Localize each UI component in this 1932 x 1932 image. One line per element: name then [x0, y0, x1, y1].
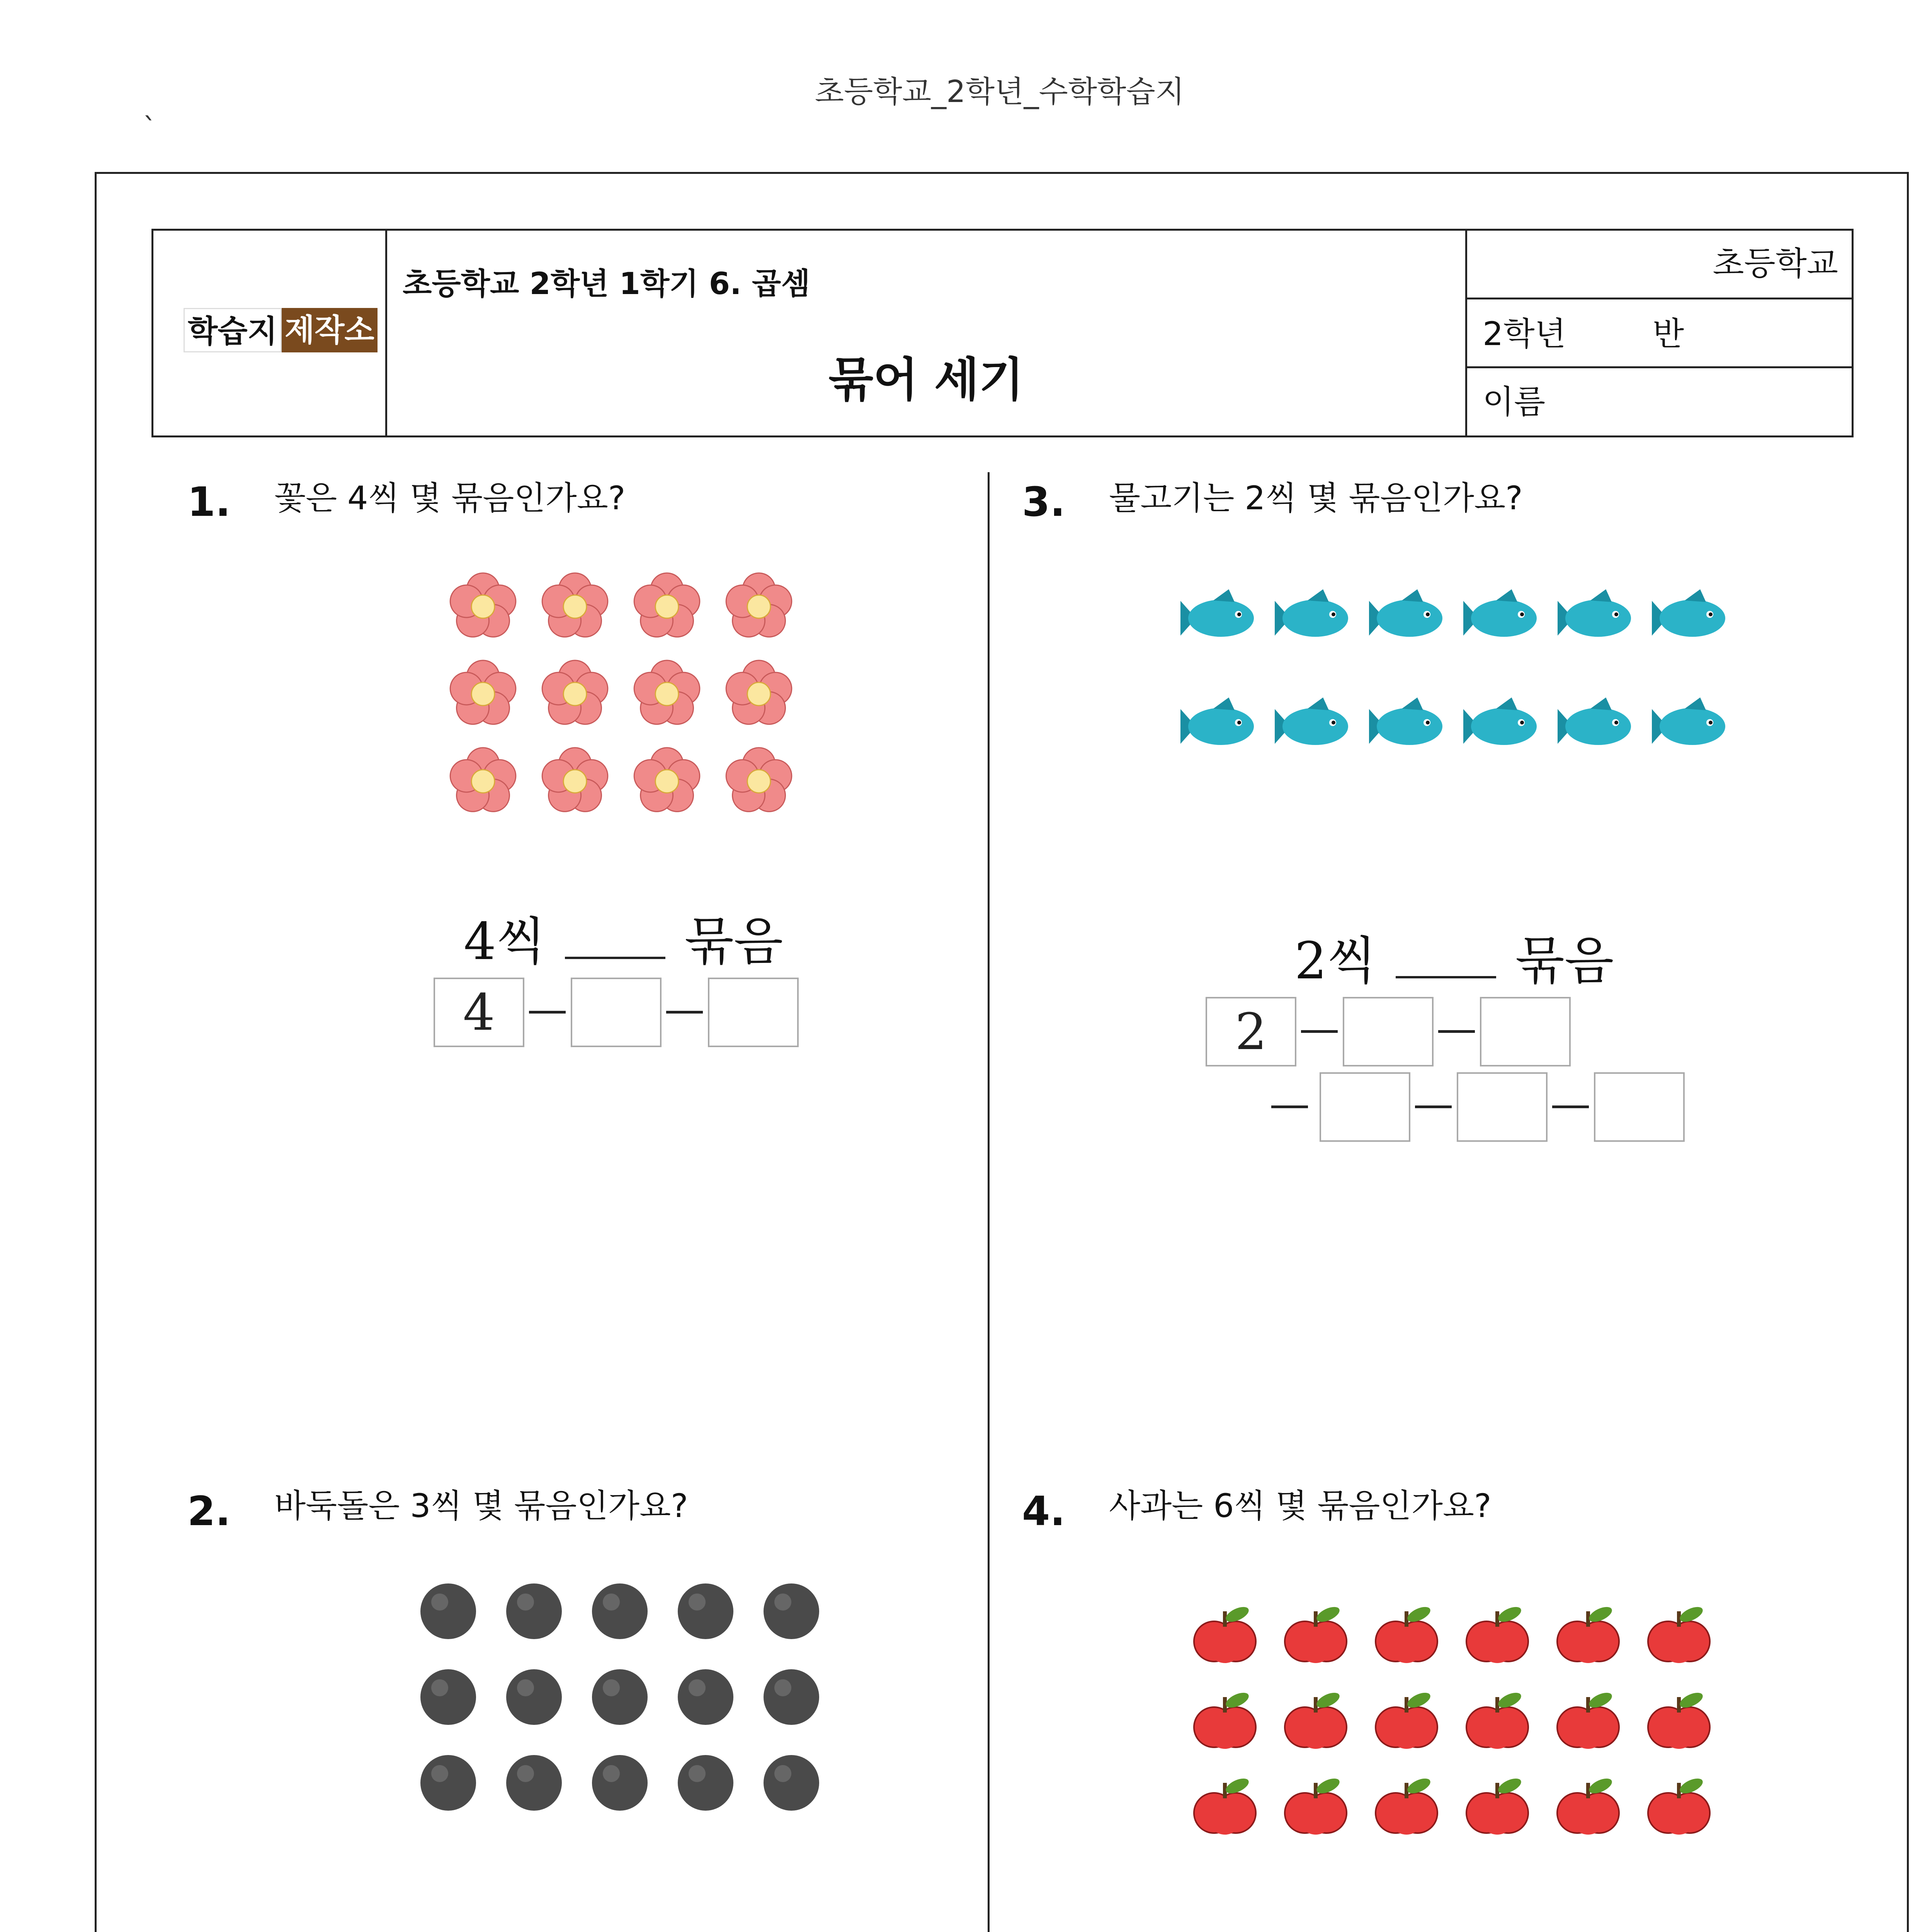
flower-icon	[634, 660, 700, 724]
apple-icon	[1466, 1604, 1528, 1663]
question-4-text: 사과는 6씩 몇 묶음인가요?	[1109, 1487, 1492, 1525]
fish-icon	[1369, 589, 1442, 637]
apple-icon	[1376, 1690, 1437, 1749]
question-3-unit: 묶음	[1515, 931, 1614, 991]
go-stone-icon	[506, 1669, 562, 1725]
apple-icon	[1557, 1604, 1619, 1663]
go-stone-icon	[506, 1583, 562, 1639]
fish-icon	[1558, 589, 1631, 637]
minus-sign	[1438, 1030, 1475, 1033]
question-3-group-label: 2씩	[1294, 931, 1376, 991]
minus-sign	[529, 1011, 566, 1014]
fish-icon	[1652, 589, 1725, 637]
fish-icon	[1180, 589, 1254, 637]
minus-sign	[1271, 1105, 1308, 1108]
question-2-number: 2.	[187, 1488, 231, 1535]
apple-icon	[1285, 1776, 1347, 1835]
go-stone-icon	[420, 1755, 476, 1811]
worksheet-title: 묶어 세기	[828, 353, 1024, 407]
fish-icon	[1275, 697, 1348, 745]
stray-mark: `	[143, 112, 156, 144]
apple-icon	[1648, 1776, 1710, 1835]
question-3-answer-box[interactable]	[1320, 1072, 1410, 1142]
go-stone-icon	[592, 1583, 648, 1639]
title-cell	[387, 231, 1467, 435]
question-3-box-first: 2	[1206, 997, 1296, 1066]
apple-icon	[1557, 1690, 1619, 1749]
minus-sign	[1552, 1105, 1589, 1108]
go-stone-icon	[764, 1583, 819, 1639]
grade-label: 2학년	[1483, 315, 1566, 353]
question-3-equation	[1294, 920, 1614, 993]
grade-class-field[interactable]	[1467, 299, 1854, 368]
flower-icon	[542, 748, 608, 811]
question-1-equation	[464, 900, 783, 974]
flower-icon	[726, 660, 792, 724]
flower-icon	[450, 573, 516, 637]
go-stone-icon	[420, 1669, 476, 1725]
minus-sign	[1301, 1030, 1338, 1033]
question-1-number: 1.	[187, 478, 231, 526]
question-3-answer-box[interactable]	[1343, 997, 1434, 1066]
logo-text-part1: 학습지	[184, 308, 282, 352]
question-3-answer-box[interactable]	[1457, 1072, 1548, 1142]
question-2-text: 바둑돌은 3씩 몇 묶음인가요?	[274, 1487, 688, 1525]
flower-icon	[542, 573, 608, 637]
fish-icon	[1652, 697, 1725, 745]
question-1-answer-box[interactable]	[708, 978, 799, 1047]
go-stone-icon	[678, 1583, 733, 1639]
answer-blank[interactable]	[565, 957, 665, 959]
question-1-group-label: 4씩	[464, 912, 546, 971]
go-stone-icon	[678, 1669, 733, 1725]
apple-icon	[1194, 1776, 1256, 1835]
question-3-text: 물고기는 2씩 몇 묶음인가요?	[1109, 479, 1523, 517]
class-label: 반	[1653, 315, 1684, 353]
logo-text-part2: 제작소	[282, 308, 378, 352]
fish-icon	[1463, 589, 1537, 637]
apple-icon-grid	[1186, 1596, 1727, 1866]
logo-cell	[153, 231, 387, 435]
question-4-number: 4.	[1022, 1488, 1065, 1535]
fish-icon	[1180, 697, 1254, 745]
fish-icon	[1275, 589, 1348, 637]
apple-icon	[1557, 1776, 1619, 1835]
flower-icon	[726, 573, 792, 637]
student-info-cell	[1467, 231, 1854, 435]
apple-icon	[1194, 1604, 1256, 1663]
apple-icon	[1285, 1690, 1347, 1749]
flower-icon	[726, 748, 792, 811]
go-stone-icon	[420, 1583, 476, 1639]
go-stone-icon	[764, 1755, 819, 1811]
fish-icon	[1558, 697, 1631, 745]
apple-icon	[1648, 1604, 1710, 1663]
fish-icon	[1369, 697, 1442, 745]
apple-icon	[1285, 1604, 1347, 1663]
question-3-answer-box[interactable]	[1594, 1072, 1685, 1142]
flower-icon	[450, 748, 516, 811]
go-stone-icon	[764, 1669, 819, 1725]
go-stone-icon-grid	[410, 1573, 838, 1843]
apple-icon	[1376, 1776, 1437, 1835]
school-field[interactable]: 초등학교	[1467, 231, 1854, 299]
flower-icon	[542, 660, 608, 724]
apple-icon	[1466, 1690, 1528, 1749]
flower-icon	[634, 573, 700, 637]
question-3-number: 3.	[1022, 478, 1065, 526]
question-1-box-first: 4	[434, 978, 524, 1047]
minus-sign	[666, 1011, 703, 1014]
apple-icon	[1376, 1604, 1437, 1663]
fish-icon	[1463, 697, 1537, 745]
flower-icon	[450, 660, 516, 724]
column-divider	[988, 472, 990, 1932]
go-stone-icon	[678, 1755, 733, 1811]
question-1-answer-box[interactable]	[571, 978, 662, 1047]
logo	[184, 308, 378, 352]
question-1-unit: 묶음	[684, 912, 783, 971]
title-table	[151, 229, 1854, 437]
flower-icon	[634, 748, 700, 811]
question-1-text: 꽃은 4씩 몇 묶음인가요?	[274, 479, 626, 517]
answer-blank[interactable]	[1396, 976, 1496, 978]
go-stone-icon	[592, 1755, 648, 1811]
go-stone-icon	[592, 1669, 648, 1725]
go-stone-icon	[506, 1755, 562, 1811]
question-3-answer-box[interactable]	[1480, 997, 1571, 1066]
apple-icon	[1466, 1776, 1528, 1835]
name-field[interactable]: 이름	[1483, 383, 1546, 421]
apple-icon	[1648, 1690, 1710, 1749]
apple-icon	[1194, 1690, 1256, 1749]
flower-icon-grid	[440, 564, 811, 835]
fish-icon-grid	[1171, 580, 1743, 773]
page-header: 초등학교_2학년_수학학습지	[815, 75, 1185, 109]
subject-line: 초등학교 2학년 1학기 6. 곱셈	[403, 267, 810, 301]
minus-sign	[1415, 1105, 1452, 1108]
